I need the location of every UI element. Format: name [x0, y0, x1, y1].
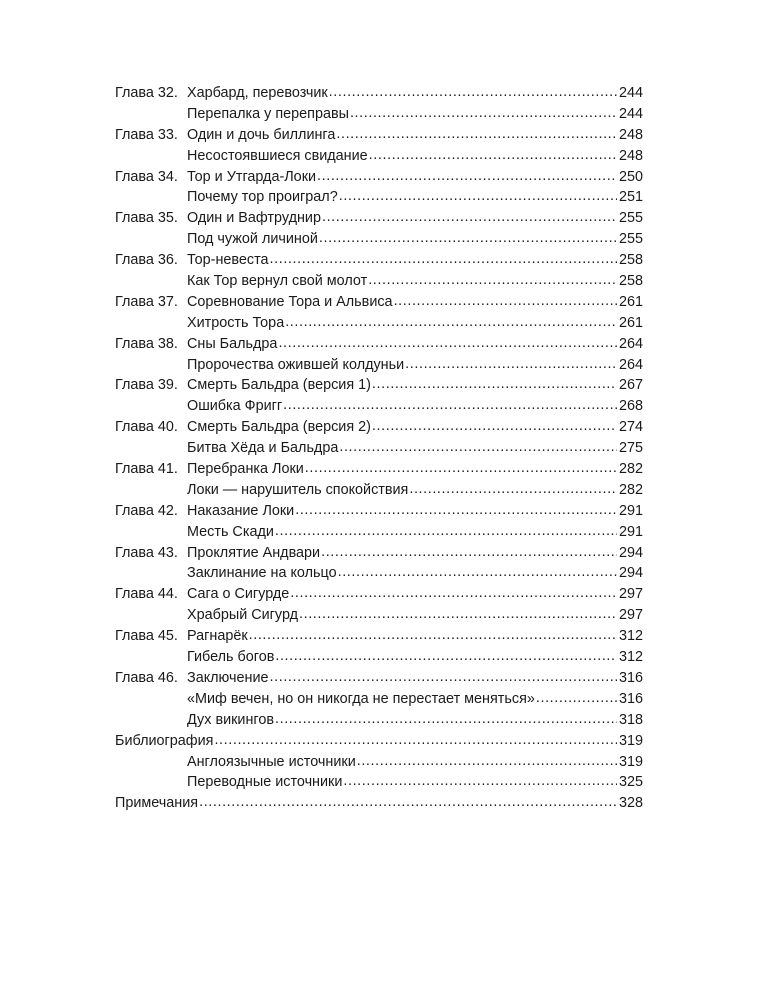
- page-number: 312: [618, 649, 643, 666]
- dot-leader: [338, 562, 617, 583]
- entry-title: Переводные источники: [187, 774, 343, 791]
- toc-entry: [115, 396, 643, 417]
- entry-title: Дух викингов: [187, 711, 274, 728]
- dot-leader: [249, 625, 617, 646]
- entry-title: Ошибка Фригг: [187, 398, 283, 415]
- entry-title: Перепалка у переправы: [187, 105, 349, 122]
- page-number: 258: [618, 273, 643, 290]
- page-number: 264: [618, 335, 643, 352]
- toc-entry: [115, 710, 643, 731]
- chapter-number: Глава 44.: [115, 586, 178, 603]
- toc-entry: [115, 229, 643, 250]
- page-number: 297: [618, 607, 643, 624]
- page-number: 319: [618, 753, 643, 770]
- dot-leader: [317, 166, 617, 187]
- dot-leader: [336, 124, 617, 145]
- toc-entry: [115, 731, 643, 752]
- dot-leader: [283, 395, 617, 416]
- dot-leader: [275, 646, 617, 667]
- toc-entry: [115, 543, 643, 564]
- toc-entry: [115, 563, 643, 584]
- entry-title: Харбард, перевозчик: [187, 85, 328, 101]
- page-number: 267: [618, 377, 643, 394]
- dot-leader: [299, 604, 617, 625]
- dot-leader: [372, 374, 617, 395]
- entry-title: Месть Скади: [187, 523, 274, 540]
- entry-title: Примечания: [115, 795, 199, 812]
- page-number: 275: [618, 440, 643, 457]
- toc-entry: [115, 584, 643, 605]
- entry-title: Битва Хёда и Бальдра: [187, 440, 339, 457]
- page-number: 258: [618, 252, 643, 269]
- chapter-number: Глава 39.: [115, 377, 178, 394]
- toc-entry: [115, 438, 643, 459]
- entry-title: «Миф вечен, но он никогда не перестает меняться»: [187, 690, 535, 707]
- entry-title: Смерть Бальдра (версия 2): [187, 419, 371, 436]
- chapter-number: Глава 40.: [115, 419, 178, 436]
- dot-leader: [305, 458, 617, 479]
- chapter-number: Глава 35.: [115, 210, 178, 227]
- entry-title: Почему тор проиграл?: [187, 189, 338, 206]
- dot-leader: [409, 479, 617, 500]
- entry-title: Заключение: [187, 669, 269, 686]
- page-number: 255: [618, 231, 643, 248]
- page-number: 297: [618, 586, 643, 603]
- toc-entry: [115, 793, 643, 814]
- chapter-number: Глава 38.: [115, 335, 178, 352]
- dot-leader: [275, 709, 617, 730]
- toc-entry: [115, 104, 643, 125]
- page-number: 291: [618, 502, 643, 519]
- chapter-number: Глава 33.: [115, 126, 178, 143]
- toc-entry: [115, 208, 643, 229]
- toc-entry: [115, 501, 643, 522]
- entry-title: Рагнарёк: [187, 628, 248, 645]
- page-number: 255: [618, 210, 643, 227]
- toc-entry: [115, 187, 643, 208]
- toc-entry: [115, 125, 643, 146]
- dot-leader: [270, 249, 617, 270]
- page-number: 282: [618, 461, 643, 478]
- page-number: 248: [618, 126, 643, 143]
- page-number: 251: [618, 189, 643, 206]
- entry-title: Пророчества ожившей колдуньи: [187, 356, 405, 373]
- entry-title: Под чужой личиной: [187, 231, 318, 248]
- toc-entry: [115, 83, 643, 104]
- entry-title: Библиография: [115, 732, 214, 749]
- chapter-number: Глава 34.: [115, 168, 178, 185]
- toc-entry: [115, 375, 643, 396]
- toc-entry: [115, 459, 643, 480]
- entry-title: Заклинание на кольцо: [187, 565, 337, 582]
- dot-leader: [285, 312, 617, 333]
- dot-leader: [339, 437, 617, 458]
- page-number: 291: [618, 523, 643, 540]
- toc-entry: [115, 167, 643, 188]
- toc-entry: [115, 752, 643, 773]
- entry-title: Несостоявшиеся свидание: [187, 147, 368, 164]
- dot-leader: [199, 792, 617, 813]
- entry-title: Смерть Бальдра (версия 1): [187, 377, 371, 394]
- entry-title: Проклятие Андвари: [187, 544, 321, 561]
- entry-title: Англоязычные источники: [187, 753, 356, 770]
- page-number: 318: [618, 711, 643, 728]
- dot-leader: [329, 82, 617, 103]
- toc-entry: [115, 605, 643, 626]
- entry-title: Локи — нарушитель спокойствия: [187, 481, 409, 498]
- dot-leader: [372, 416, 617, 437]
- page-number: 294: [618, 565, 643, 582]
- page-number: 261: [618, 293, 643, 310]
- dot-leader: [275, 521, 617, 542]
- page-number: 244: [618, 105, 643, 122]
- dot-leader: [270, 667, 617, 688]
- entry-title: Перебранка Локи: [187, 461, 304, 478]
- page-number: 319: [618, 732, 643, 749]
- page-number: 312: [618, 628, 643, 645]
- dot-leader: [321, 542, 617, 563]
- page-number: 282: [618, 481, 643, 498]
- page-number: 268: [618, 398, 643, 415]
- dot-leader: [214, 730, 617, 751]
- dot-leader: [295, 500, 617, 521]
- entry-title: Тор и Утгарда-Локи: [187, 168, 317, 185]
- dot-leader: [319, 228, 617, 249]
- entry-title: Сага о Сигурде: [187, 586, 290, 603]
- chapter-number: Глава 43.: [115, 544, 178, 561]
- entry-title: Наказание Локи: [187, 502, 295, 519]
- dot-leader: [405, 354, 617, 375]
- page-number: 274: [618, 419, 643, 436]
- dot-leader: [278, 333, 617, 354]
- toc-entry: [115, 647, 643, 668]
- toc-entry: [115, 772, 643, 793]
- dot-leader: [322, 207, 617, 228]
- chapter-number: Глава 32.: [115, 85, 178, 101]
- toc-entry: [115, 626, 643, 647]
- entry-title: Храбрый Сигурд: [187, 607, 299, 624]
- page-number: 325: [618, 774, 643, 791]
- dot-leader: [343, 771, 617, 792]
- toc-entry: [115, 668, 643, 689]
- toc-entry: [115, 271, 643, 292]
- entry-title: Один и Вафтруднир: [187, 210, 321, 227]
- chapter-number: Глава 41.: [115, 461, 178, 478]
- page-number: 244: [618, 85, 643, 101]
- entry-title: Как Тор вернул свой молот: [187, 273, 368, 290]
- dot-leader: [339, 186, 617, 207]
- entry-title: Один и дочь биллинга: [187, 126, 336, 143]
- page-number: 316: [618, 669, 643, 686]
- page-number: 316: [618, 690, 643, 707]
- toc-entry: [115, 355, 643, 376]
- page-number: 248: [618, 147, 643, 164]
- chapter-number: Глава 42.: [115, 502, 178, 519]
- dot-leader: [536, 688, 617, 709]
- toc-entry: [115, 417, 643, 438]
- dot-leader: [350, 103, 617, 124]
- dot-leader: [369, 145, 617, 166]
- dot-leader: [357, 751, 617, 772]
- toc-entry: [115, 334, 643, 355]
- table-of-contents: [115, 83, 643, 814]
- entry-title: Гибель богов: [187, 649, 275, 666]
- entry-title: Соревнование Тора и Альвиса: [187, 293, 393, 310]
- dot-leader: [290, 583, 617, 604]
- page-number: 250: [618, 168, 643, 185]
- toc-entry: [115, 292, 643, 313]
- chapter-number: Глава 36.: [115, 252, 178, 269]
- chapter-number: Глава 45.: [115, 628, 178, 645]
- page-number: 294: [618, 544, 643, 561]
- entry-title: Сны Бальдра: [187, 335, 278, 352]
- toc-entry: [115, 250, 643, 271]
- toc-entry: [115, 313, 643, 334]
- chapter-number: Глава 37.: [115, 293, 178, 310]
- toc-entry: [115, 480, 643, 501]
- page-number: 264: [618, 356, 643, 373]
- toc-entry: [115, 522, 643, 543]
- entry-title: Хитрость Тора: [187, 314, 285, 331]
- page-number: 261: [618, 314, 643, 331]
- dot-leader: [368, 270, 617, 291]
- page-number: 328: [618, 795, 643, 812]
- entry-title: Тор-невеста: [187, 252, 269, 269]
- dot-leader: [394, 291, 617, 312]
- toc-entry: [115, 146, 643, 167]
- chapter-number: Глава 46.: [115, 669, 178, 686]
- toc-entry: [115, 689, 643, 710]
